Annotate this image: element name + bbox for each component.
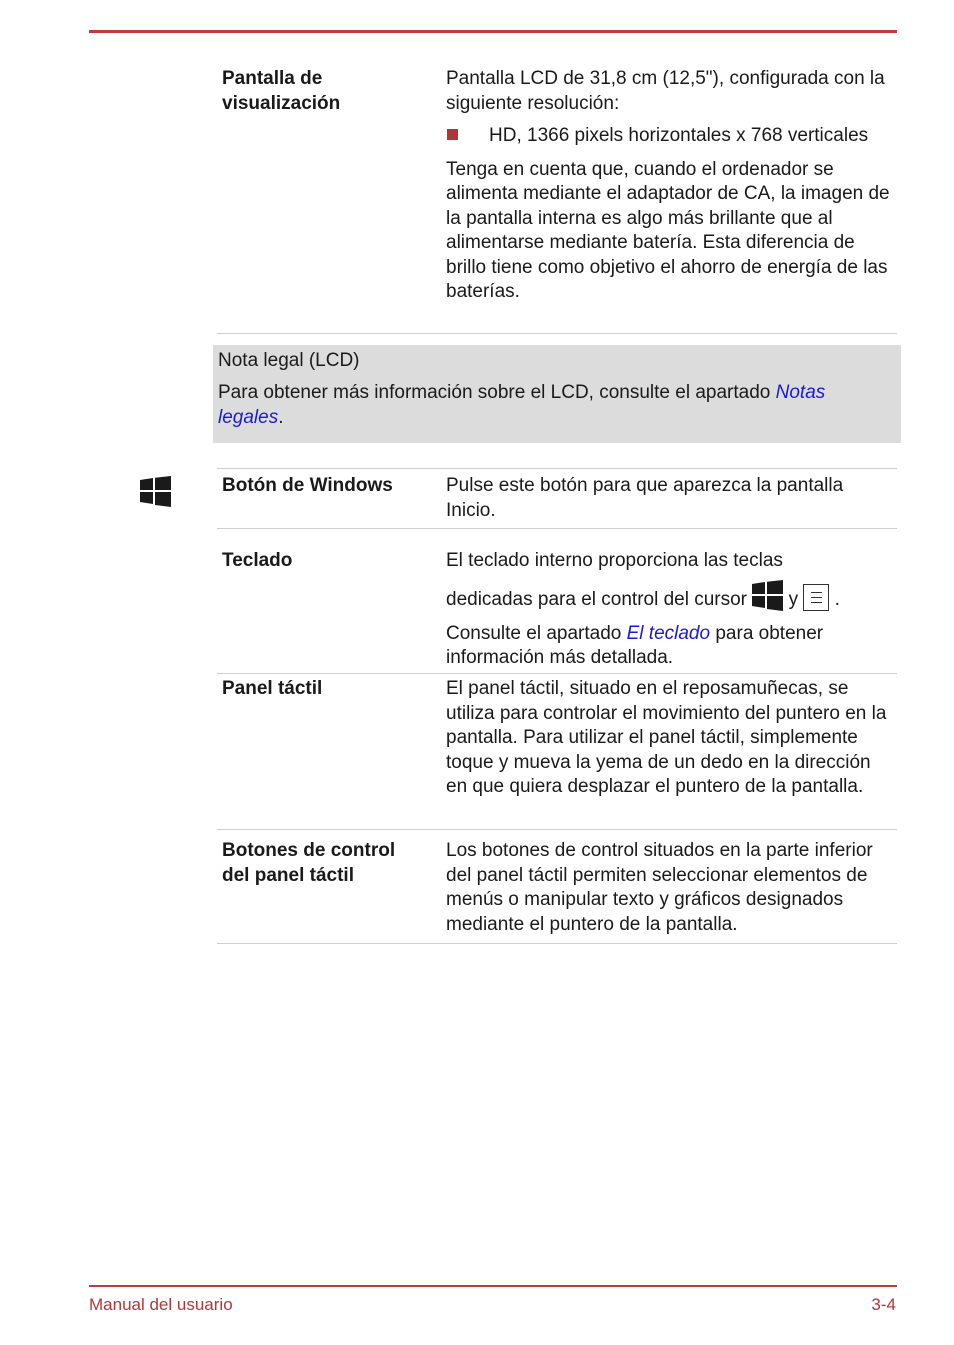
keyboard-line-2 bbox=[446, 580, 891, 615]
footer-rule bbox=[89, 1285, 897, 1287]
spec-row-keyboard bbox=[217, 528, 897, 674]
keyboard-end-period: . bbox=[834, 588, 840, 610]
legal-note-title: Nota legal (LCD) bbox=[218, 350, 360, 371]
legal-note-text-end: . bbox=[278, 406, 284, 428]
menu-key-icon bbox=[803, 584, 829, 611]
footer-page-number: 3-4 bbox=[871, 1295, 896, 1314]
keyboard-consult-end: para obtener información más detallada. bbox=[446, 622, 824, 668]
term-keyboard: Teclado bbox=[222, 550, 293, 571]
keyboard-connector: y bbox=[788, 588, 799, 610]
term-windows-button: Botón de Windows bbox=[222, 475, 393, 496]
spec-row-display bbox=[217, 66, 897, 334]
desc-keyboard bbox=[446, 549, 891, 671]
desc-display bbox=[446, 67, 891, 305]
desc-touchpad-buttons: Los botones de control situados en la parte inferior del panel táctil permiten seleccionar elementos de menús o manipular texto y gráficos designados mediante el puntero de la pantalla. bbox=[446, 840, 873, 935]
display-intro: Pantalla LCD de 31,8 cm (12,5"), configurada con la siguiente resolución: bbox=[446, 68, 885, 114]
legal-notes-link[interactable]: Notas legales bbox=[218, 382, 826, 428]
desc-touchpad: El panel táctil, situado en el reposamuñecas, se utiliza para controlar el movimiento del puntero en la pantalla. Para utilizar el panel táctil, simplemente toque y mueva la yema de un dedo en la dirección en que quiera desplazar el puntero de la pantalla. bbox=[446, 678, 887, 797]
spec-row-touchpad bbox=[217, 674, 897, 830]
legal-note-text bbox=[218, 381, 883, 430]
keyboard-consult-start: Consulte el apartado bbox=[446, 622, 627, 644]
spec-row-windows-button bbox=[217, 468, 897, 529]
keyboard-line-2-text: dedicadas para el control del cursor bbox=[446, 588, 748, 610]
keyboard-line-1: El teclado interno proporciona las teclas bbox=[446, 550, 783, 571]
display-resolution-bullet: HD, 1366 pixels horizontales x 768 verticales bbox=[446, 124, 891, 149]
legal-note-box bbox=[213, 345, 901, 443]
legal-note-text-start: Para obtener más información sobre el LCD, consulte el apartado bbox=[218, 382, 776, 403]
term-display: Pantalla de visualización bbox=[222, 68, 341, 114]
keyboard-consult bbox=[446, 622, 891, 671]
display-brightness-note: Tenga en cuenta que, cuando el ordenador se alimenta mediante el adaptador de CA, la imagen de la pantalla interna es algo más brillante que al alimentarse mediante batería. Esta diferencia de brillo tiene como objetivo el ahorro de energía de las baterías. bbox=[446, 158, 890, 302]
desc-windows-button: Pulse este botón para que aparezca la pantalla Inicio. bbox=[446, 475, 844, 521]
term-touchpad-buttons: Botones de control del panel táctil bbox=[222, 840, 396, 886]
term-touchpad: Panel táctil bbox=[222, 678, 323, 699]
keyboard-link[interactable]: El teclado bbox=[626, 622, 711, 644]
windows-logo-icon bbox=[140, 476, 171, 507]
footer-manual-title: Manual del usuario bbox=[89, 1295, 233, 1314]
spec-row-touchpad-buttons bbox=[217, 830, 897, 944]
windows-key-icon bbox=[752, 580, 783, 611]
header-rule bbox=[89, 30, 897, 33]
